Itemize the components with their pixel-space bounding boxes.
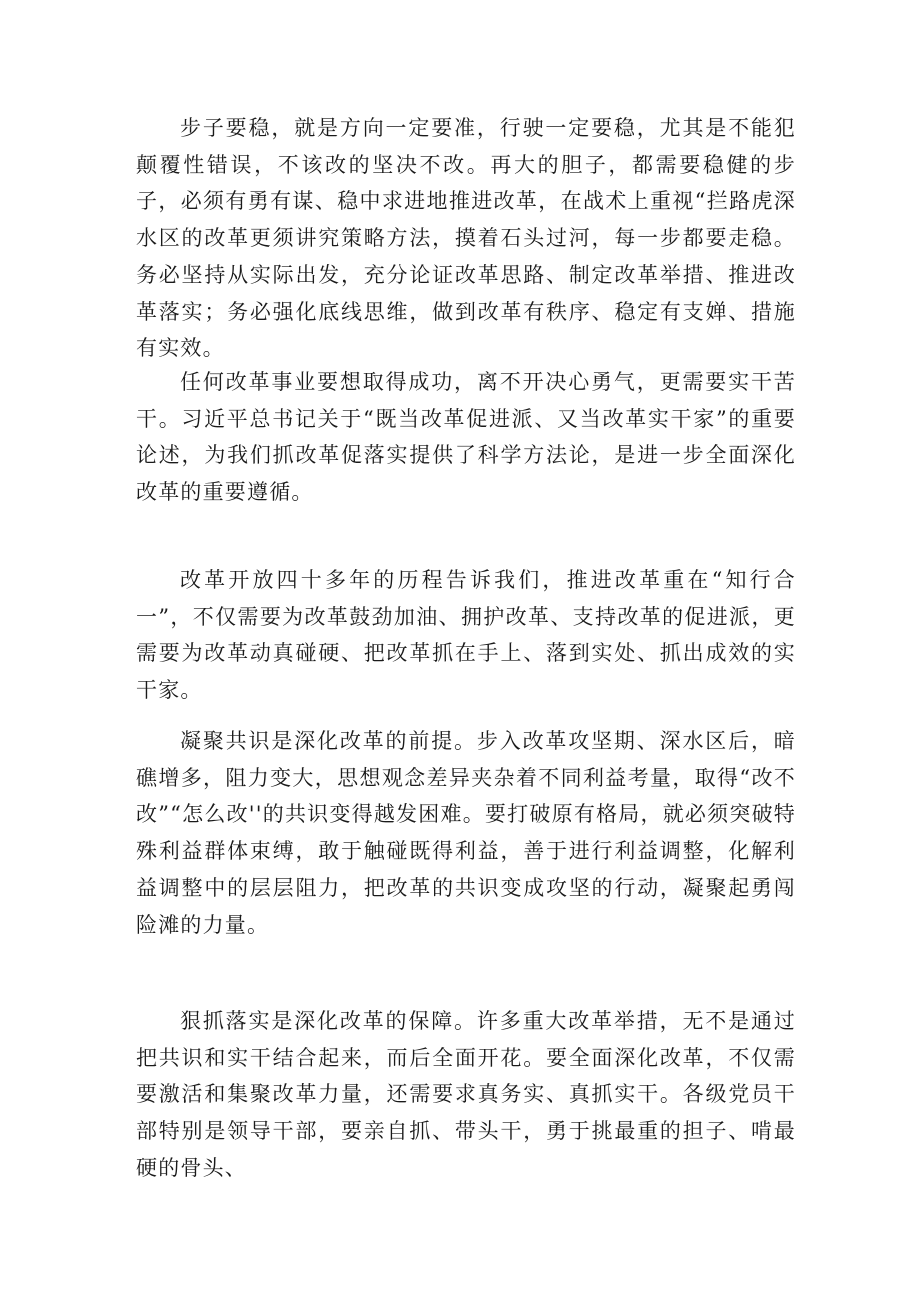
paragraph-knowledge-action: 改革开放四十多年的历程告诉我们，推进改革重在“知行合一”，不仅需要为改革鼓劲加油、拥护改革、支持改革的促进派，更需要为改革动真碰硬、把改革抓在手上、落到实处、抓出成效的实干家。 (136, 568, 796, 703)
paragraph-implementation: 狠抓落实是深化改革的保障。许多重大改革举措，无不是通过把共识和实干结合起来，而后全面开花。要全面深化改革，不仅需要激活和集聚改革力量，还需要求真务实、真抓实干。各级党员干部特别是领导干部，要亲自抓、带头干，勇于挑最重的担子、啃最硬的骨头、 (136, 1009, 796, 1180)
paragraph-reform-success: 任何改革事业要想取得成功，离不开决心勇气，更需要实干苦干。习近平总书记关于“既当改革促进派、又当改革实干家”的重要论述，为我们抓改革促落实提供了科学方法论，是进一步全面深化改革的重要遵循。 (136, 370, 796, 505)
paragraph-steady-steps: 步子要稳，就是方向一定要准，行驶一定要稳，尤其是不能犯颠覆性错误，不该改的坚决不改。再大的胆子，都需要稳健的步子，必须有勇有谋、稳中求进地推进改革，在战术上重视“拦路虎深水区的改革更须讲究策略方法，摸着石头过河，每一步都要走稳。务必坚持从实际出发，充分论证改革思路、制定改革举措、推进改革落实；务必强化底线思维，做到改革有秩序、稳定有支婵、措施有实效。 (136, 116, 796, 361)
paragraph-consensus: 凝聚共识是深化改革的前提。步入改革攻坚期、深水区后，暗礁增多，阻力变大，思想观念差异夹杂着不同利益考量，取得“改不改”“怎么改''的共识变得越发困难。要打破原有格局，就必须突破特殊利益群体束缚，敢于触碰既得利益，善于进行利益调整，化解利益调整中的层层阻力，把改革的共识变成攻坚的行动，凝聚起勇闯险滩的力量。 (136, 729, 796, 937)
